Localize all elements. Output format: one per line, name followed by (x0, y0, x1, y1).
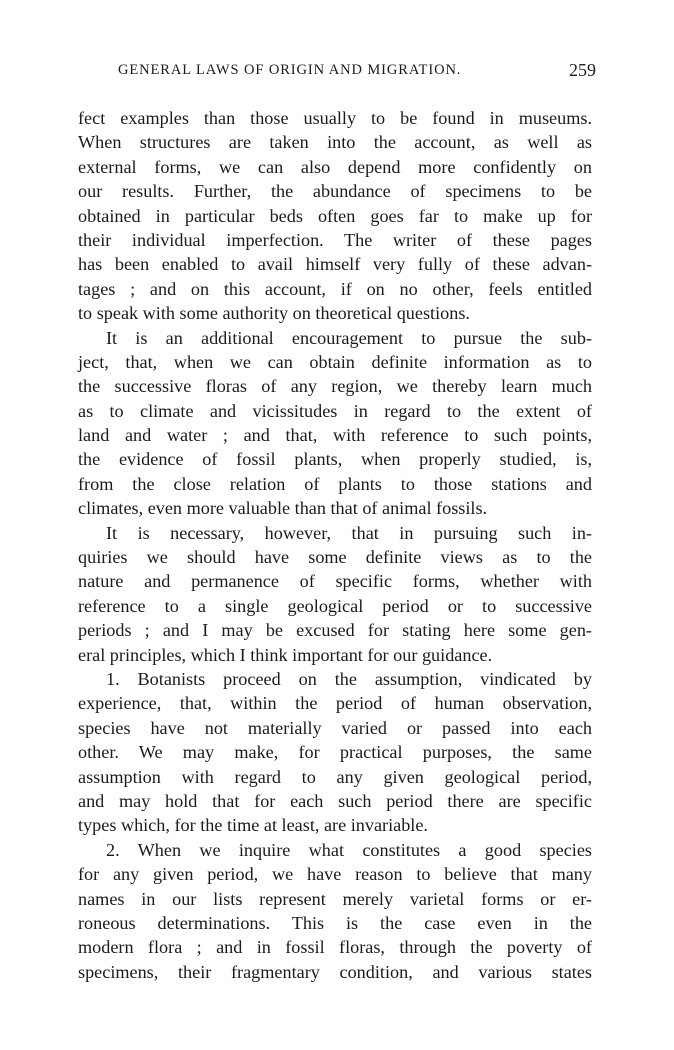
text-line: ject, that, when we can obtain definite information as to (78, 351, 592, 372)
text-line: external forms, we can also depend more confidently on (78, 156, 592, 177)
text-line: land and water ; and that, with reference to such points, (78, 425, 592, 446)
text-line: eral principles, which I think important for our guidance. (78, 644, 493, 665)
text-line: tages ; and on this account, if on no other, feels entitled (78, 278, 592, 299)
text-line: the successive floras of any region, we thereby learn much (78, 376, 592, 397)
body-text (78, 106, 592, 984)
text-line: 1. Botanists proceed on the assumption, vindicated by (106, 668, 592, 689)
text-line: and may hold that for each such period there are specific (78, 790, 592, 811)
text-line: quiries we should have some definite views as to the (78, 547, 592, 568)
text-line: species have not materially varied or passed into each (78, 717, 592, 738)
page-number: 259 (569, 60, 596, 80)
text-line: from the close relation of plants to those stations and (78, 473, 592, 494)
text-line: nature and permanence of specific forms, whether with (78, 571, 592, 592)
text-line: periods ; and I may be excused for stating here some gen- (78, 620, 592, 641)
text-line: It is necessary, however, that in pursuing such in- (106, 522, 592, 543)
text-line: their individual imperfection. The writer of these pages (78, 229, 592, 250)
text-line: modern flora ; and in fossil floras, through the poverty of (78, 937, 592, 958)
text-line: names in our lists represent merely varietal forms or er- (78, 888, 592, 909)
text-line: types which, for the time at least, are invariable. (78, 815, 428, 836)
text-line: for any given period, we have reason to believe that many (78, 864, 592, 885)
running-head: GENERAL LAWS OF ORIGIN AND MIGRATION. (118, 62, 462, 78)
text-line: climates, even more valuable than that of animal fossils. (78, 498, 488, 519)
text-line: reference to a single geological period or to successive (78, 595, 592, 616)
text-line: has been enabled to avail himself very fully of these advan- (78, 254, 592, 275)
text-line: When structures are taken into the account, as well as (78, 132, 592, 153)
text-line: obtained in particular beds often goes far to make up for (78, 205, 592, 226)
text-line: our results. Further, the abundance of specimens to be (78, 181, 592, 202)
text-line: 2. When we inquire what constitutes a good species (106, 839, 592, 860)
text-line: roneous determinations. This is the case even in the (78, 912, 592, 933)
text-line: assumption with regard to any given geological period, (78, 766, 592, 787)
text-line: fect examples than those usually to be found in museums. (78, 108, 592, 128)
text-line: specimens, their fragmentary condition, and various states (78, 961, 592, 982)
page-header (78, 60, 596, 86)
text-line: experience, that, within the period of human observation, (78, 693, 592, 714)
text-line: as to climate and vicissitudes in regard to the extent of (78, 400, 592, 421)
text-line: It is an additional encouragement to pursue the sub- (106, 327, 592, 348)
text-line: other. We may make, for practical purposes, the same (78, 742, 592, 763)
text-line: the evidence of fossil plants, when properly studied, is, (78, 449, 592, 470)
text-line: to speak with some authority on theoretical questions. (78, 303, 470, 324)
